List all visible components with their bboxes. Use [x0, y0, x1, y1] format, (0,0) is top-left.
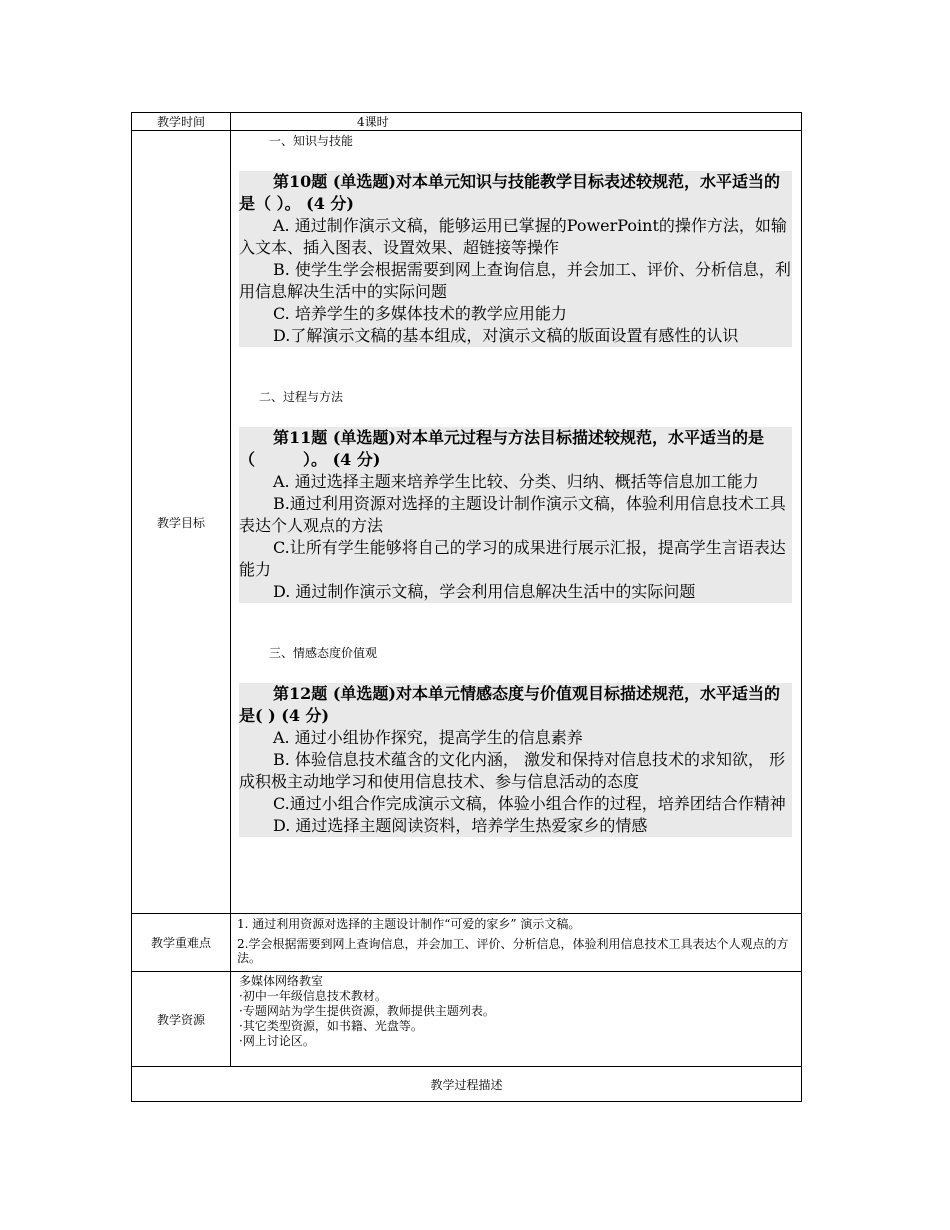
difficulty-item: 2.学会根据需要到网上查询信息，并会加工、评价、分析信息，体验利用信息技术工具表达个人观点的方法。 [237, 937, 789, 965]
question-11 [239, 427, 792, 603]
resource-item: ·专题网站为学生提供资源，教师提供主题列表。 [239, 1004, 495, 1018]
section-heading-values: 三、情感态度价值观 [269, 646, 378, 660]
option-c: C.让所有学生能够将自己的学习的成果进行展示汇报，提高学生言语表达能力 [239, 538, 786, 579]
section-heading-knowledge: 一、知识与技能 [269, 134, 354, 148]
goals-row [132, 131, 802, 914]
difficulties-cell [231, 914, 802, 972]
resource-item: 多媒体网络教室 [239, 974, 324, 988]
time-row [132, 113, 802, 131]
resource-item: ·网上讨论区。 [239, 1034, 315, 1048]
option-d: D. 通过选择主题阅读资料，培养学生热爱家乡的情感 [273, 816, 648, 835]
difficulties-label: 教学重难点 [132, 914, 231, 972]
goals-cell [231, 131, 802, 914]
option-a: A. 通过选择主题来培养学生比较、分类、归纳、概括等信息加工能力 [273, 472, 759, 491]
time-value: 4课时 [231, 113, 802, 131]
difficulty-item: 1. 通过利用资源对选择的主题设计制作“可爱的家乡” 演示文稿。 [237, 917, 581, 931]
question-title: 第10题 (单选题)对本单元知识与技能教学目标表述较规范，水平适当的是（ ）。 (4 分) [239, 172, 780, 213]
resources-label: 教学资源 [132, 972, 231, 1067]
option-a: A. 通过制作演示文稿，能够运用已掌握的PowerPoint的操作方法，如输入文本、插入图表、设置效果、超链接等操作 [239, 216, 787, 257]
option-b: B. 体验信息技术蕴含的文化内涵， 激发和保持对信息技术的求知欲， 形成积极主动地学习和使用信息技术、参与信息活动的态度 [239, 750, 786, 791]
time-label: 教学时间 [132, 113, 231, 131]
option-d: D.了解演示文稿的基本组成，对演示文稿的版面设置有感性的认识 [273, 326, 739, 345]
question-10 [239, 171, 792, 347]
option-c: C.通过小组合作完成演示文稿，体验小组合作的过程，培养团结合作精神 [273, 794, 786, 813]
section-heading-process: 二、过程与方法 [259, 390, 344, 404]
lesson-plan-page [131, 112, 802, 1102]
process-heading: 教学过程描述 [132, 1067, 802, 1102]
resource-item: ·初中一年级信息技术教材。 [239, 989, 387, 1003]
process-row [132, 1067, 802, 1102]
resources-row [132, 972, 802, 1067]
option-b: B.通过利用资源对选择的主题设计制作演示文稿，体验利用信息技术工具表达个人观点的方法 [239, 494, 786, 535]
question-title: 第11题 (单选题)对本单元过程与方法目标描述较规范，水平适当的是（ ）。 (4 分) [239, 428, 764, 469]
option-c: C. 培养学生的多媒体技术的教学应用能力 [273, 304, 567, 323]
question-title: 第12题 (单选题)对本单元情感态度与价值观目标描述规范，水平适当的是( ) (4 分) [239, 684, 780, 725]
difficulties-row [132, 914, 802, 972]
option-d: D. 通过制作演示文稿，学会利用信息解决生活中的实际问题 [273, 582, 696, 601]
goals-label: 教学目标 [132, 131, 231, 914]
option-b: B. 使学生学会根据需要到网上查询信息，并会加工、评价、分析信息，利用信息解决生活中的实际问题 [239, 260, 791, 301]
option-a: A. 通过小组协作探究，提高学生的信息素养 [273, 728, 583, 747]
question-12 [239, 683, 792, 837]
lesson-plan-table [131, 112, 802, 1102]
resource-item: ·其它类型资源，如书籍、光盘等。 [239, 1019, 423, 1033]
resources-cell [231, 972, 802, 1067]
